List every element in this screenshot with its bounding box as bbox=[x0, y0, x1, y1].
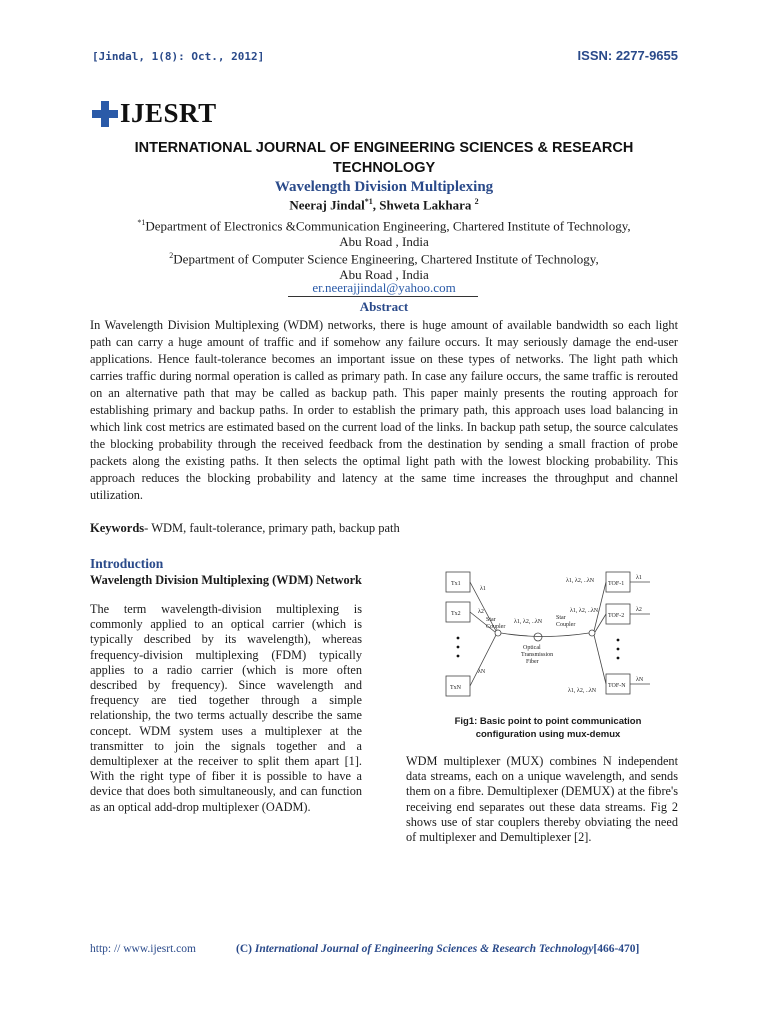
intro-column-2: WDM multiplexer (MUX) combines N independent data streams, each on a unique wavelength, and sends them on a fibre. Demultiplexer (DEMUX) at the fibre's receiving end separates out these data streams. Fig 2 shows use of star couplers thereby obviating the need of multiplexer and Demultiplexer [2]. bbox=[406, 754, 678, 845]
journal-name-line2: TECHNOLOGY bbox=[332, 160, 436, 176]
keywords bbox=[90, 521, 400, 536]
citation-header: [Jindal, 1(8): Oct., 2012] bbox=[92, 50, 265, 63]
author-1: Neeraj Jindal bbox=[289, 197, 365, 213]
author-2-sup: 2 bbox=[474, 197, 479, 206]
outn-label: λN bbox=[636, 677, 644, 683]
out2-label: λ2 bbox=[636, 607, 642, 613]
rxn-label: TOF-N bbox=[608, 683, 626, 689]
txn-label: TxN bbox=[450, 685, 461, 691]
author-2: Shweta Lakhara bbox=[379, 197, 472, 213]
fiber-label-1: Optical bbox=[523, 645, 541, 651]
affil-1-line1: Department of Electronics &Communication Engineering, Chartered Institute of Technology, bbox=[145, 218, 631, 234]
footer-journal: International Journal of Engineering Sciences & Research Technology bbox=[254, 943, 594, 955]
logo-text: IJESRT bbox=[120, 98, 217, 128]
tx1-label: Tx1 bbox=[451, 581, 461, 587]
coupler-left-label: Coupler bbox=[486, 624, 506, 630]
keywords-label: Keywords bbox=[90, 521, 145, 535]
authors bbox=[0, 197, 768, 213]
footer-pages: [466-470] bbox=[593, 943, 640, 955]
journal-name bbox=[110, 138, 658, 178]
issn-header: ISSN: 2277-9655 bbox=[577, 48, 678, 63]
footer-copyright bbox=[236, 943, 639, 955]
journal-logo bbox=[92, 98, 217, 129]
author-1-sup: *1 bbox=[364, 197, 373, 206]
paper-title: Wavelength Division Multiplexing bbox=[274, 179, 494, 195]
all-lambda-label-4: λ1, λ2, ..λN bbox=[568, 688, 597, 694]
affil-2-line1: Department of Computer Science Engineering, Chartered Institute of Technology, bbox=[173, 251, 599, 267]
keywords-text: - WDM, fault-tolerance, primary path, backup path bbox=[144, 521, 400, 535]
affil-1-sup: *1 bbox=[137, 218, 146, 227]
affil-2-line2: Abu Road , India bbox=[339, 267, 429, 283]
affil-1-line2: Abu Road , India bbox=[339, 234, 429, 250]
affiliation-2 bbox=[0, 248, 768, 283]
lambdan-label: λN bbox=[478, 669, 486, 675]
lambda2-label: λ2 bbox=[478, 609, 484, 615]
intro-column-1: The term wavelength-division multiplexing is commonly applied to an optical carrier (which is typically described by its wavelength), whereas frequency-division multiplexing (FDM) typically applies to a radio carrier (which is more often described by frequency). Since wavelength and frequency are tied together through a simple relationship, the two terms actually describe the same concept. WDM system uses a multiplexer at the transmitter to join the signals together and a demultiplexer at the receiver to split them apart [1]. With the right type of fiber it is possible to have a device that does both simultaneously, and can function as an optical add-drop multiplexer (OADM). bbox=[90, 602, 362, 814]
footer-url-link[interactable]: http: // www.ijesrt.com bbox=[90, 943, 196, 955]
intro-heading: Introduction bbox=[90, 556, 164, 571]
divider bbox=[288, 296, 478, 297]
rx2-label: TOF-2 bbox=[608, 613, 625, 619]
star-left-label: Star bbox=[486, 617, 496, 623]
intro-subheading: Wavelength Division Multiplexing (WDM) Network bbox=[90, 573, 362, 587]
figure-caption: Fig1: Basic point to point communication configuration using mux-demux bbox=[454, 716, 642, 740]
wdm-diagram-svg bbox=[442, 560, 656, 715]
all-lambda-label-3: λ1, λ2, ..λN bbox=[566, 578, 595, 584]
star-right-label: Star bbox=[556, 615, 566, 621]
journal-name-line1: INTERNATIONAL JOURNAL OF ENGINEERING SCIENCES & RESEARCH bbox=[134, 140, 634, 156]
coupler-right-label: Coupler bbox=[556, 622, 576, 628]
fiber-label-2: Transmission bbox=[521, 652, 554, 658]
plus-cross-icon bbox=[92, 101, 118, 127]
fiber-coil bbox=[534, 633, 542, 641]
abstract-text: In Wavelength Division Multiplexing (WDM) networks, there is huge amount of available bandwidth so each light path can carry a huge amount of traffic and if somehow any failure occurs. It may seriously damage the end-user applications. Hence fault-tolerance becomes an important issue on these types of networks. The light path which carries traffic during normal operation is called as primary path. In case any failure occurs, the same traffic is rerouted on an alternative path that may be called as backup path. This paper mainly presents the routing approach for establishing primary and backup paths. In order to establish the primary path, this approach uses load balancing in which link cost metrics are estimated based on the current load of the links. In backup path setup, the source calculates the blocking probability through the received feedback from the destination by sending a small fraction of probe packets along the existing paths. It then selects the optimal light path with the lowest blocking probability. This approach reduces the blocking probability and latency at the same time increases the throughput and channel utilization. bbox=[90, 318, 678, 502]
figure-wdm-diagram bbox=[442, 560, 656, 715]
rx1-label: TOF-1 bbox=[608, 581, 625, 587]
abstract-heading: Abstract bbox=[359, 299, 409, 314]
all-lambda-label: λ1, λ2, ..λN bbox=[514, 619, 543, 625]
all-lambda-label-2: λ1, λ2, ..λN bbox=[570, 608, 599, 614]
affiliation-1 bbox=[0, 215, 768, 250]
lambda1-label: λ1 bbox=[480, 586, 486, 592]
fiber-label-3: Fiber bbox=[526, 659, 539, 665]
affil-2-sup: 2 bbox=[169, 251, 174, 260]
author-separator: , bbox=[372, 197, 380, 213]
author-email-link[interactable]: er.neerajjindal@yahoo.com bbox=[312, 280, 456, 295]
out1-label: λ1 bbox=[636, 575, 642, 581]
tx2-label: Tx2 bbox=[451, 611, 461, 617]
footer-copy-prefix: (C) bbox=[236, 943, 255, 955]
